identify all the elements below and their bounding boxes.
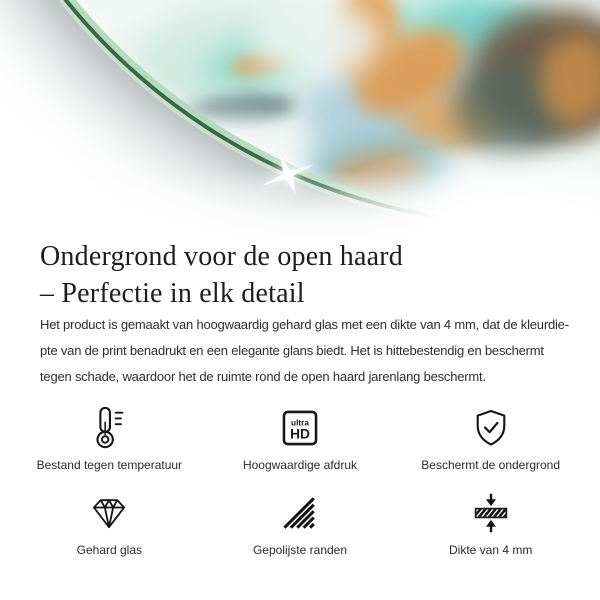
polished-edges-icon	[205, 489, 396, 537]
feature-label: Gepolijste randen	[252, 543, 348, 557]
product-image	[0, 0, 600, 236]
title-line-1: Ondergrond voor de open haard	[40, 241, 403, 272]
title-line-2: – Perfectie in elk detail	[40, 278, 305, 309]
hd-text: HD	[290, 426, 310, 442]
feature-tempered-glass	[14, 489, 205, 558]
art-blob	[250, 0, 380, 80]
feature-label: Beschermt de ondergrond	[421, 458, 561, 472]
feature-grid	[0, 404, 600, 558]
feature-label: Bestand tegen temperatuur	[36, 458, 183, 472]
page-title	[0, 238, 600, 312]
ultra-hd-icon	[205, 404, 396, 452]
feature-label: Dikte van 4 mm	[448, 543, 533, 557]
feature-label: Gehard glas	[76, 543, 143, 557]
thermometer-icon	[14, 404, 205, 452]
description-line: pte van de print benadrukt en een elegante glans biedt. Het is hittebestendig en beschermt	[40, 343, 544, 358]
feature-polished-edges	[205, 489, 396, 558]
feature-thickness	[395, 489, 586, 558]
feature-temperature	[14, 404, 205, 473]
feature-label: Hoogwaardige afdruk	[242, 458, 358, 472]
feature-protection	[395, 404, 586, 473]
thickness-icon	[395, 489, 586, 537]
description-line: Het product is gemaakt van hoogwaardig gehard glas met een dikte van 4 mm, dat de kleurdie-	[40, 317, 569, 332]
description-line: tegen schade, waardoor het de ruimte rond de open haard jarenlang beschermt.	[40, 369, 486, 384]
ultra-text: ultra	[291, 418, 309, 428]
feature-print-quality	[205, 404, 396, 473]
marble-artwork	[0, 0, 600, 236]
product-description	[0, 312, 600, 390]
diamond-icon	[14, 489, 205, 537]
shield-check-icon	[395, 404, 586, 452]
